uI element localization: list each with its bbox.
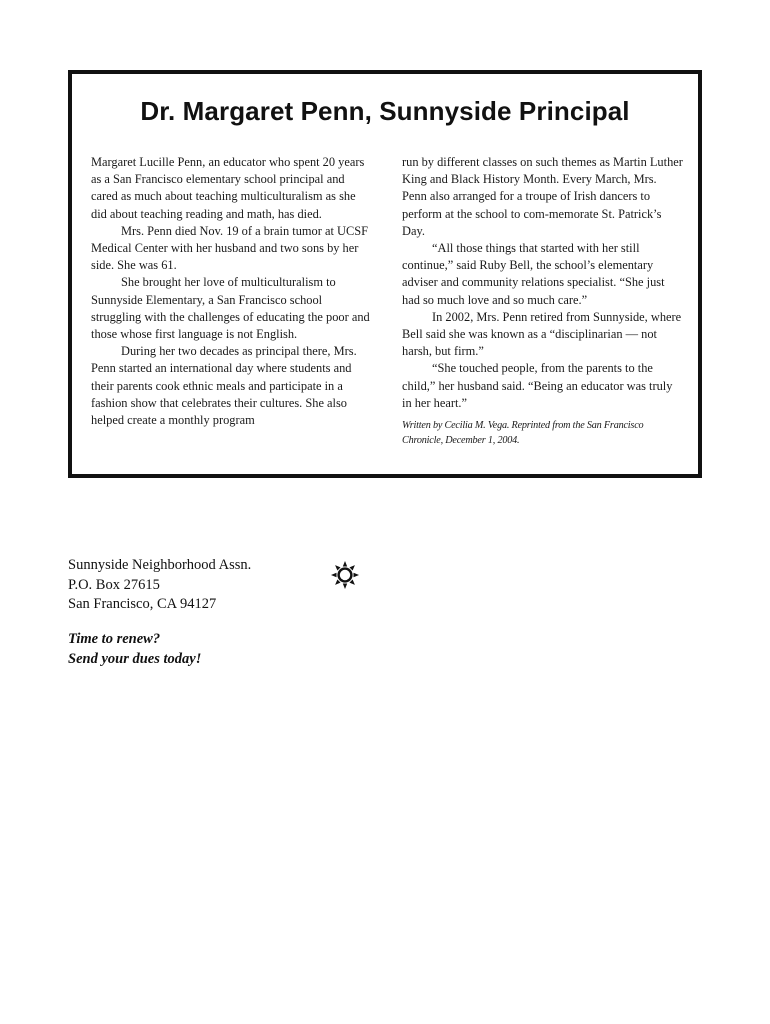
renewal-reminder [68,630,201,669]
article-box [68,70,702,478]
article-paragraph: In 2002, Mrs. Penn retired from Sunnyside, where Bell said she was known as a “disciplinarian — not harsh, but firm.” [402,309,682,359]
article-paragraph: “She touched people, from the parents to the child,” her husband said. “Being an educator was truly in her heart.” [402,361,673,410]
article-credit: Written by Cecilia M. Vega. Reprinted from the San Francisco Chronicle, December 1, 2004. [402,420,644,447]
article-left-column [91,154,373,429]
address-city: San Francisco, CA 94127 [68,596,217,612]
article-paragraph: During her two decades as principal there, Mrs. Penn started an international day where students and their parents cook ethnic meals and participate in a fashion show that celebrates their cultures. She also helped create a monthly program [91,344,357,428]
address-org: Sunnyside Neighborhood Assn. [68,557,252,573]
article-paragraph: Margaret Lucille Penn, an educator who spent 20 years as a San Francisco elementary school principal and cared as much about teaching multiculturalism as she did about teaching reading and math, has died. [91,155,365,221]
article-paragraph: She brought her love of multiculturalism to Sunnyside Elementary, a San Francisco school struggling with the challenges of educating the poor and those whose first language is not English. [91,275,370,342]
renew-call-to-action: Send your dues today! [68,650,202,667]
mailing-address [68,556,251,615]
article-paragraph: run by different classes on such themes as Martin Luther King and Black History Month. Every March, Mrs. Penn also arranged for a troupe of Irish dancers to perform at the school to com-memorate St. Patrick’s Day. [402,155,683,238]
article-title: Dr. Margaret Penn, Sunnyside Principal [140,96,630,126]
sun-icon [330,560,360,590]
address-po-box: P.O. Box 27615 [68,576,160,593]
renew-question: Time to renew? [68,631,161,647]
article-right-column [402,154,684,448]
article-paragraph: “All those things that started with her still continue,” said Ruby Bell, the school’s elementary adviser and community relations specialist. “She just had so much love and so much care.” [402,241,665,307]
article-paragraph: Mrs. Penn died Nov. 19 of a brain tumor at UCSF Medical Center with her husband and two sons by her side. She was 61. [91,223,368,273]
